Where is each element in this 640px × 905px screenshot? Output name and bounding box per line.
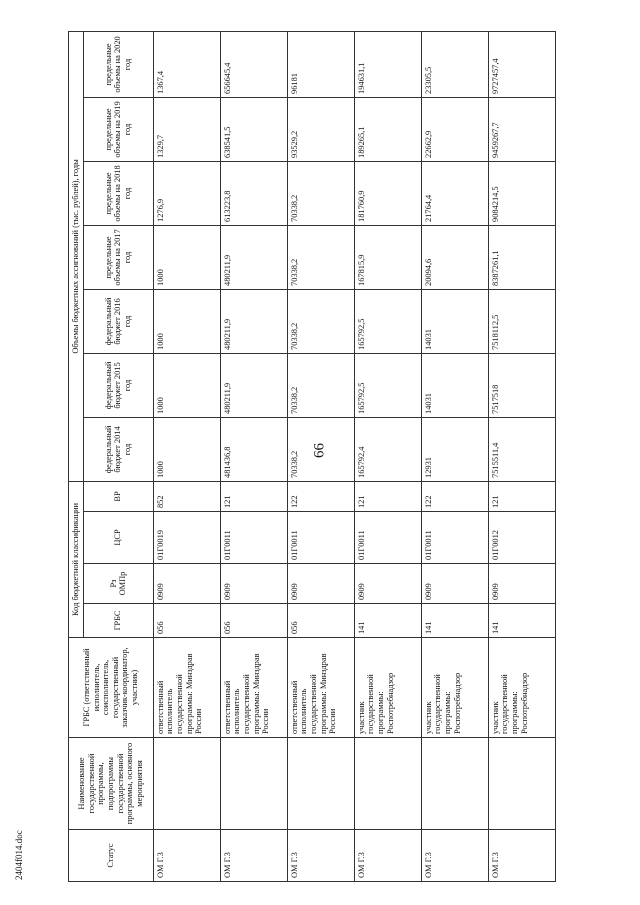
- header-volumes: Объемы бюджетных ассигнований (тыс. рублей), годы: [69, 31, 84, 481]
- cell-2020: 96181: [287, 31, 354, 97]
- cell-2020: 1367,4: [153, 31, 220, 97]
- cell-2017: 1000: [153, 225, 220, 289]
- cell-2015: 480211,9: [220, 353, 287, 417]
- cell-2015: 70338,2: [287, 353, 354, 417]
- cell-2020: 9727457,4: [488, 31, 555, 97]
- cell-2018: 1276,9: [153, 161, 220, 225]
- header-vr: ВР: [83, 481, 153, 511]
- cell-2018: 70338,2: [287, 161, 354, 225]
- cell-name: [354, 738, 421, 830]
- cell-vr: 121: [488, 481, 555, 511]
- cell-2014: 1000: [153, 417, 220, 481]
- cell-vr: 122: [287, 481, 354, 511]
- cell-2014: 165792,4: [354, 417, 421, 481]
- budget-table: [68, 31, 556, 882]
- cell-2017: 70338,2: [287, 225, 354, 289]
- cell-2016: 70338,2: [287, 289, 354, 353]
- header-rz: Рз ОМПр: [83, 564, 153, 604]
- cell-vr: 121: [220, 481, 287, 511]
- cell-grbs-code: 141: [488, 604, 555, 638]
- cell-rz: 0909: [287, 564, 354, 604]
- table-row: [421, 31, 488, 881]
- cell-2018: 9084214,5: [488, 161, 555, 225]
- cell-name: [421, 738, 488, 830]
- cell-2015: 14031: [421, 353, 488, 417]
- table-row: [153, 31, 220, 881]
- budget-table-rotated: [68, 32, 588, 882]
- cell-csr: 01Г0011: [220, 512, 287, 564]
- cell-status: ОМ Г.3: [287, 830, 354, 882]
- cell-grbs-code: 056: [153, 604, 220, 638]
- header-csr: ЦСР: [83, 512, 153, 564]
- cell-2019: 1329,7: [153, 97, 220, 161]
- cell-grbs: участник государственной программы: Роспотребнадзор: [354, 638, 421, 738]
- cell-grbs: ответственный исполнитель государственной программы: Минздрав России: [220, 638, 287, 738]
- header-2014: федеральный бюджет 2014 год: [83, 417, 153, 481]
- header-2015: федеральный бюджет 2015 год: [83, 353, 153, 417]
- cell-grbs: ответственный исполнитель государственной программы: Минздрав России: [287, 638, 354, 738]
- cell-rz: 0909: [488, 564, 555, 604]
- cell-rz: 0909: [220, 564, 287, 604]
- cell-2014: 481436,8: [220, 417, 287, 481]
- cell-2017: 167815,9: [354, 225, 421, 289]
- cell-2017: 20094,6: [421, 225, 488, 289]
- cell-2018: 613223,8: [220, 161, 287, 225]
- cell-grbs-code: 141: [354, 604, 421, 638]
- cell-grbs-code: 056: [287, 604, 354, 638]
- cell-name: [153, 738, 220, 830]
- cell-2016: 165792,5: [354, 289, 421, 353]
- cell-status: ОМ Г.3: [488, 830, 555, 882]
- header-2016: федеральный бюджет 2016 год: [83, 289, 153, 353]
- header-2019: предельные объемы на 2019 год: [83, 97, 153, 161]
- header-budget-code: Код бюджетной классификации: [69, 481, 84, 637]
- header-grbs-code: ГРБС: [83, 604, 153, 638]
- cell-vr: 121: [354, 481, 421, 511]
- header-2018: предельные объемы на 2018 год: [83, 161, 153, 225]
- cell-name: [488, 738, 555, 830]
- header-grbs: ГРБС (ответственный исполнитель, соисполнитель, государственный заказчик-координатор, участник): [69, 638, 154, 738]
- cell-2015: 7517518: [488, 353, 555, 417]
- cell-rz: 0909: [153, 564, 220, 604]
- table-row: [220, 31, 287, 881]
- cell-2019: 93529,2: [287, 97, 354, 161]
- table-row: [488, 31, 555, 881]
- cell-grbs: участник государственной программы: Роспотребнадзор: [421, 638, 488, 738]
- cell-2016: 14031: [421, 289, 488, 353]
- cell-status: ОМ Г.3: [354, 830, 421, 882]
- footer-filename: 2404f014.doc: [14, 830, 24, 880]
- cell-name: [220, 738, 287, 830]
- cell-name: [287, 738, 354, 830]
- cell-csr: 01Г0011: [354, 512, 421, 564]
- cell-2014: 12931: [421, 417, 488, 481]
- cell-grbs: ответственный исполнитель государственной программы: Минздрав России: [153, 638, 220, 738]
- cell-csr: 01Г0011: [287, 512, 354, 564]
- cell-2020: 23305,5: [421, 31, 488, 97]
- cell-2014: 7515511,4: [488, 417, 555, 481]
- cell-2020: 194631,1: [354, 31, 421, 97]
- cell-csr: 01Г0012: [488, 512, 555, 564]
- cell-status: ОМ Г.3: [153, 830, 220, 882]
- cell-2018: 181760,9: [354, 161, 421, 225]
- cell-rz: 0909: [354, 564, 421, 604]
- cell-2015: 165792,5: [354, 353, 421, 417]
- cell-2016: 7518112,5: [488, 289, 555, 353]
- page-number: 66: [311, 443, 328, 458]
- cell-2017: 480211,9: [220, 225, 287, 289]
- header-name: Наименование государственной программы, подпрограммы государственной программы, основного мероприятия: [69, 738, 154, 830]
- cell-2017: 8387261,1: [488, 225, 555, 289]
- header-status: Статус: [69, 830, 154, 882]
- cell-grbs-code: 141: [421, 604, 488, 638]
- cell-2019: 189265,1: [354, 97, 421, 161]
- table-row: [354, 31, 421, 881]
- cell-2016: 480211,9: [220, 289, 287, 353]
- table-row: [287, 31, 354, 881]
- cell-2016: 1000: [153, 289, 220, 353]
- header-2017: предельные объемы на 2017 год: [83, 225, 153, 289]
- cell-2019: 9459267,7: [488, 97, 555, 161]
- cell-rz: 0909: [421, 564, 488, 604]
- cell-2020: 656645,4: [220, 31, 287, 97]
- cell-grbs: участник государственной программы: Роспотребнадзор: [488, 638, 555, 738]
- header-2020: предельные объемы на 2020 год: [83, 31, 153, 97]
- cell-2019: 638541,5: [220, 97, 287, 161]
- cell-2018: 21764,4: [421, 161, 488, 225]
- cell-csr: 01Г0011: [421, 512, 488, 564]
- cell-2014: 70338,2: [287, 417, 354, 481]
- cell-2019: 22662,9: [421, 97, 488, 161]
- cell-vr: 852: [153, 481, 220, 511]
- cell-status: ОМ Г.3: [421, 830, 488, 882]
- cell-2015: 1000: [153, 353, 220, 417]
- cell-status: ОМ Г.3: [220, 830, 287, 882]
- cell-vr: 122: [421, 481, 488, 511]
- cell-grbs-code: 056: [220, 604, 287, 638]
- cell-csr: 01Г0019: [153, 512, 220, 564]
